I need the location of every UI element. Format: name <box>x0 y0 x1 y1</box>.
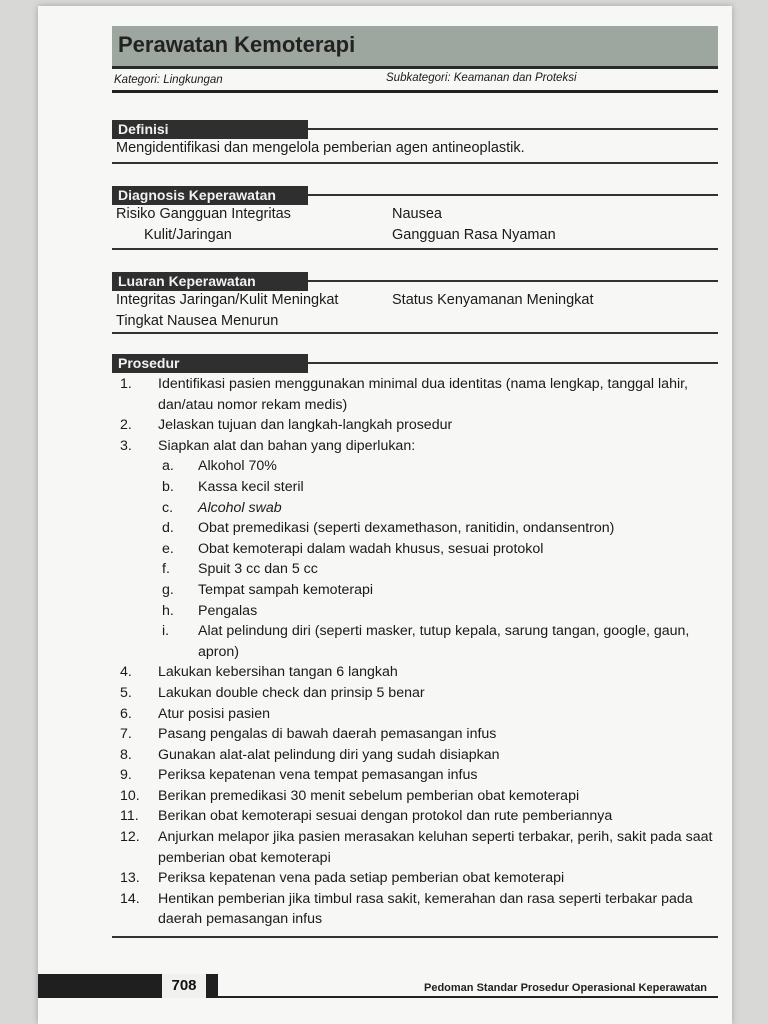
section-heading-prosedur: Prosedur <box>112 354 308 373</box>
footer-rule <box>218 996 718 998</box>
book-title: Pedoman Standar Prosedur Operasional Keperawatan <box>424 982 708 994</box>
procedure-substep: d. Obat premedikasi (seperti dexamethason, ranitidin, ondansentron) <box>162 520 615 537</box>
procedure-step: 12. Anjurkan melapor jika pasien merasakan keluhan seperti terbakar, perih, sakit pada saat pemberian obat kemoterapi <box>120 829 713 866</box>
section-rule <box>308 128 718 130</box>
section-rule <box>112 332 718 334</box>
section-rule <box>308 362 718 364</box>
section-rule <box>112 248 718 250</box>
section-rule <box>308 194 718 196</box>
diagnosis-item: Nausea <box>392 206 442 222</box>
document-page <box>38 6 732 1024</box>
section-prosedur <box>112 354 718 944</box>
procedure-step: 3. Siapkan alat dan bahan yang diperlukan: <box>120 437 416 454</box>
procedure-step: 14. Hentikan pemberian jika timbul rasa sakit, kemerahan dan rasa seperti terbakar pada daerah pemasangan infus <box>120 890 693 928</box>
section-heading-diagnosis: Diagnosis Keperawatan <box>112 186 308 205</box>
procedure-step: 11. Berikan obat kemoterapi sesuai dengan protokol dan rute pemberiannya <box>120 808 613 825</box>
procedure-substep: b. Kassa kecil steril <box>162 478 304 495</box>
section-diagnosis <box>112 186 718 252</box>
kategori-label: Kategori: Lingkungan <box>114 74 223 86</box>
procedure-step: 5. Lakukan double check dan prinsip 5 benar <box>120 684 425 701</box>
procedure-substep: a. Alkohol 70% <box>162 458 277 475</box>
section-rule <box>308 280 718 282</box>
procedure-substep: f. Spuit 3 cc dan 5 cc <box>162 561 318 578</box>
procedure-substep: e. Obat kemoterapi dalam wadah khusus, sesuai protokol <box>162 540 544 557</box>
category-row <box>114 72 718 90</box>
procedure-substep: g. Tempat sampah kemoterapi <box>162 581 374 598</box>
definisi-text: Mengidentifikasi dan mengelola pemberian agen antineoplastik. <box>116 140 525 156</box>
procedure-step: 13. Periksa kepatenan vena pada setiap pemberian obat kemoterapi <box>120 870 565 887</box>
procedure-step: 8. Gunakan alat-alat pelindung diri yang sudah disiapkan <box>120 746 500 763</box>
procedure-step: 2. Jelaskan tujuan dan langkah-langkah prosedur <box>120 417 453 434</box>
procedure-substep: i. Alat pelindung diri (seperti masker, tutup kepala, sarung tangan, google, gaun, apron) <box>162 623 690 660</box>
diagnosis-item-cont: Kulit/Jaringan <box>144 227 232 243</box>
section-luaran <box>112 272 718 336</box>
procedure-step: 10. Berikan premedikasi 30 menit sebelum pemberian obat kemoterapi <box>120 787 580 804</box>
section-heading-luaran: Luaran Keperawatan <box>112 272 308 291</box>
luaran-item: Integritas Jaringan/Kulit Meningkat <box>116 292 339 308</box>
procedure-step: 9. Periksa kepatenan vena tempat pemasangan infus <box>120 767 478 784</box>
procedure-step: 1. Identifikasi pasien menggunakan minimal dua identitas (nama lengkap, tanggal lahir, dan/atau nomor rekam medis) <box>120 376 688 413</box>
page-title: Perawatan Kemoterapi <box>118 32 356 57</box>
procedure-list <box>112 374 718 930</box>
section-heading-definisi: Definisi <box>112 120 308 139</box>
category-divider <box>112 90 718 93</box>
procedure-step: 4. Lakukan kebersihan tangan 6 langkah <box>120 664 398 681</box>
luaran-item: Status Kenyamanan Meningkat <box>392 292 594 308</box>
procedure-step: 7. Pasang pengalas di bawah daerah pemasangan infus <box>120 726 497 743</box>
luaran-item: Tingkat Nausea Menurun <box>116 313 279 329</box>
section-definisi <box>112 120 718 166</box>
diagnosis-item: Risiko Gangguan Integritas <box>116 206 291 222</box>
title-bar <box>112 26 718 69</box>
section-rule <box>112 936 718 938</box>
diagnosis-item: Gangguan Rasa Nyaman <box>392 227 556 243</box>
section-rule <box>112 162 718 164</box>
procedure-substep: h. Pengalas <box>162 602 258 619</box>
page-number: 708 <box>162 974 206 998</box>
procedure-substep: c. Alcohol swab <box>162 499 282 516</box>
subkategori-label: Subkategori: Keamanan dan Proteksi <box>386 72 577 84</box>
procedure-step: 6. Atur posisi pasien <box>120 705 270 722</box>
